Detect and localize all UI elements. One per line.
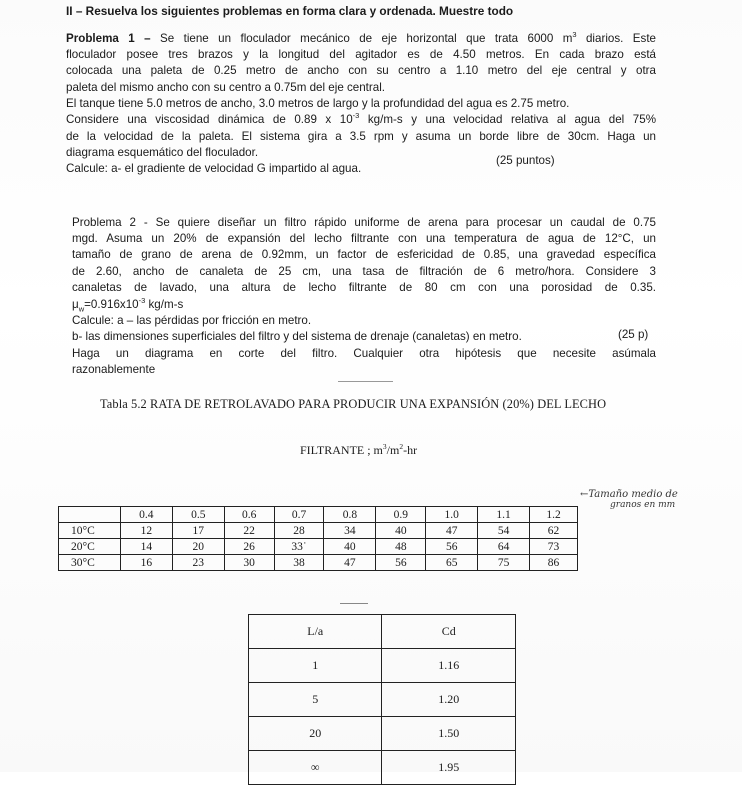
problem-2-line-2: mgd. Asuma un 20% de expansión del lecho filtrante con una temperatura de agua de 12°C, un bbox=[72, 232, 656, 245]
backwash-rate-table bbox=[58, 506, 578, 571]
table-row bbox=[249, 649, 516, 683]
table-header-cell: 0.8 bbox=[324, 507, 376, 523]
cd-header-cell: L/a bbox=[249, 615, 382, 649]
problem-2-calcule-a: Calcule: a – las pérdidas por fricción en metro. bbox=[72, 314, 312, 327]
table-row bbox=[249, 683, 516, 717]
table-cell: 5 bbox=[249, 683, 382, 717]
table-cell: 64 bbox=[478, 539, 530, 555]
table-cell: 22 bbox=[224, 523, 274, 539]
table-cell: 62 bbox=[530, 523, 578, 539]
handwritten-note-line-2: granos en mm bbox=[610, 500, 676, 510]
problem-1-line-2: floculador posee tres brazos y la longitud del agitador es de 4.50 metros. En cada brazo está bbox=[66, 48, 656, 61]
table-cell: 40 bbox=[376, 523, 426, 539]
row-label: 10°C bbox=[59, 523, 121, 539]
table-header-row bbox=[59, 507, 578, 523]
table-cell: 1.16 bbox=[382, 649, 516, 683]
table-row bbox=[59, 523, 578, 539]
problem-2-line-1: Problema 2 - Se quiere diseñar un filtro rápido uniforme de arena para procesar un caudal de 0.75 bbox=[72, 216, 656, 229]
problem-1-line-4: paleta del mismo ancho con su centro a 0.75m del eje central. bbox=[66, 81, 386, 94]
problem-1-line-6: Considere una viscosidad dinámica de 0.89 x $10^{-3}$ kg/m-s y una velocidad relativa al agua del 75% bbox=[66, 111, 656, 126]
table-5-2-subtitle: FILTRANTE ; $m^3/m^2-hr$ bbox=[300, 442, 418, 457]
table-row bbox=[249, 751, 516, 785]
table-cell: 56 bbox=[376, 555, 426, 571]
table-cell: 86 bbox=[530, 555, 578, 571]
table-header-cell bbox=[59, 507, 121, 523]
table-cell: 65 bbox=[426, 555, 478, 571]
table-header-cell: 0.7 bbox=[274, 507, 324, 523]
problem-2-points: (25 p) bbox=[618, 328, 649, 341]
table-cell: 30 bbox=[224, 555, 274, 571]
problem-2-diagram-line-1: Haga un diagrama en corte del filtro. Cualquier otra hipótesis que necesite asúmala bbox=[72, 347, 656, 360]
table-cell: ∞ bbox=[249, 751, 382, 785]
table-cell: 38 bbox=[274, 555, 324, 571]
cd-header-row bbox=[249, 615, 516, 649]
table-cell: 56 bbox=[426, 539, 478, 555]
table-cell: 54 bbox=[478, 523, 530, 539]
table-cell: 17 bbox=[172, 523, 224, 539]
problem-1-calcule: Calcule: a- el gradiente de velocidad G impartido al agua. bbox=[66, 162, 362, 175]
problem-1-line-5: El tanque tiene 5.0 metros de ancho, 3.0 metros de largo y la profundidad del agua es 2.75 metro. bbox=[66, 97, 570, 110]
table-header-cell: 1.1 bbox=[478, 507, 530, 523]
problem-2-line-4: de 2.60, ancho de canaleta de 25 cm, una tasa de filtración de 6 metro/hora. Considere 3 bbox=[72, 265, 656, 278]
problem-2-diagram-line-2: razonablemente bbox=[72, 363, 156, 376]
table-cell: 48 bbox=[376, 539, 426, 555]
table-header-cell: 0.9 bbox=[376, 507, 426, 523]
row-label: 30°C bbox=[59, 555, 121, 571]
problem-2-viscosity: $\mu_w=0.916x10^{-3}$ kg/m-s bbox=[72, 296, 184, 314]
table-cell: 12 bbox=[120, 523, 172, 539]
scan-mark bbox=[340, 603, 368, 604]
table-header-cell: 1.2 bbox=[530, 507, 578, 523]
table-cell: 14 bbox=[120, 539, 172, 555]
table-cell: 75 bbox=[478, 555, 530, 571]
table-cell: 28 bbox=[274, 523, 324, 539]
table-row bbox=[249, 717, 516, 751]
table-cell: 1.50 bbox=[382, 717, 516, 751]
table-header-cell: 0.6 bbox=[224, 507, 274, 523]
table-row bbox=[59, 555, 578, 571]
table-cell: 20 bbox=[172, 539, 224, 555]
table-header-cell: 1.0 bbox=[426, 507, 478, 523]
problem-1-points: (25 puntos) bbox=[496, 154, 555, 167]
table-cell: 40 bbox=[324, 539, 376, 555]
problem-1-line-8: diagrama esquemático del floculador. bbox=[66, 146, 259, 159]
problem-1-line-7: de la velocidad de la paleta. El sistema gira a 3.5 rpm y asuma un borde libre de 30cm. Haga un bbox=[66, 130, 656, 143]
table-cell: 1.95 bbox=[382, 751, 516, 785]
table-cell: 20 bbox=[249, 717, 382, 751]
table-5-2-title: Tabla 5.2 RATA DE RETROLAVADO PARA PRODUCIR UNA EXPANSIÓN (20%) DEL LECHO bbox=[100, 397, 607, 411]
table-cell: 33˙ bbox=[274, 539, 324, 555]
drag-coefficient-table bbox=[248, 614, 516, 785]
table-cell: 1.20 bbox=[382, 683, 516, 717]
problem-2-calcule-b: b- las dimensiones superficiales del filtro y del sistema de drenaje (canaletas) en metro. bbox=[72, 330, 522, 343]
problem-1-line-3: colocada una paleta de 0.25 metro de ancho con su centro a 1.10 metro del eje central y otra bbox=[66, 64, 656, 77]
table-cell: 47 bbox=[324, 555, 376, 571]
table-row bbox=[59, 539, 578, 555]
cd-header-cell: Cd bbox=[382, 615, 516, 649]
section-header: II – Resuelva los siguientes problemas en forma clara y ordenada. Muestre todo bbox=[66, 4, 514, 18]
table-cell: 1 bbox=[249, 649, 382, 683]
handwritten-note-line-1: ←Tamaño medio de bbox=[580, 489, 678, 500]
table-cell: 23 bbox=[172, 555, 224, 571]
scan-mark bbox=[338, 381, 393, 382]
table-cell: 73 bbox=[530, 539, 578, 555]
problem-1-line-1: Problema 1 – Se tiene un floculador mecánico de eje horizontal que trata 6000 $m^3$ diarios. Este bbox=[66, 30, 656, 45]
table-cell: 34 bbox=[324, 523, 376, 539]
problem-2-line-5: canaletas de lavado, una altura de lecho filtrante de 80 cm con una porosidad de 0.35. bbox=[72, 281, 656, 294]
table-cell: 16 bbox=[120, 555, 172, 571]
row-label: 20°C bbox=[59, 539, 121, 555]
table-header-cell: 0.5 bbox=[172, 507, 224, 523]
problem-2-line-3: tamaño de grano de arena de 0.92mm, un factor de esfericidad de 0.85, una gravedad específica bbox=[72, 248, 656, 261]
table-cell: 47 bbox=[426, 523, 478, 539]
table-header-cell: 0.4 bbox=[120, 507, 172, 523]
table-cell: 26 bbox=[224, 539, 274, 555]
